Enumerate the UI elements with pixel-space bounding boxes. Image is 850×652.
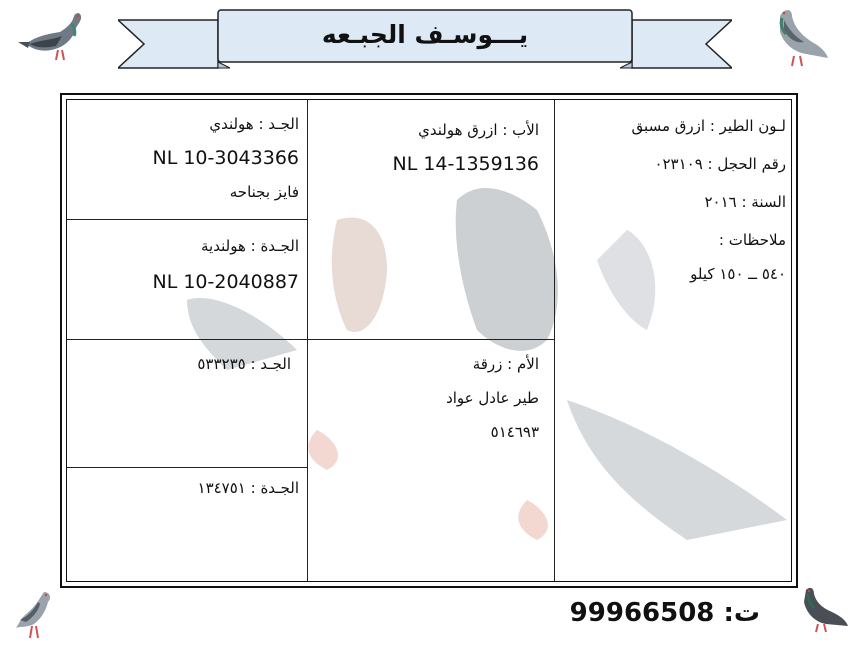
bird-year: السنة : ٢٠١٦ (704, 193, 786, 211)
pigeon-icon (766, 4, 830, 70)
sire-grandfather-note: فايز بجناحه (229, 183, 299, 201)
dam-grandmother-label: الجـدة : ١٣٤٧٥١ (197, 479, 299, 497)
phone-number: 99966508 (569, 598, 715, 628)
phone-label: ت: (723, 598, 760, 628)
sire-grandmother-label: الجـدة : هولندية (201, 237, 299, 255)
pigeon-icon (14, 588, 56, 642)
notes-label: ملاحظات : (718, 231, 786, 249)
sire-grandmother-ring: NL 10-2040887 (152, 271, 299, 293)
dam-grandfather-cell (67, 354, 291, 374)
bird-details-cell (554, 116, 786, 284)
sire-cell (307, 120, 539, 176)
phone-contact (570, 598, 760, 628)
bird-ring: رقم الحجل : ٠٢٣١٠٩ (654, 155, 786, 173)
sire-grandfather-ring: NL 10-3043366 (152, 147, 299, 169)
bird-color: لـون الطير : ازرق مسبق (631, 117, 786, 135)
dam-owner: طير عادل عواد (446, 389, 539, 407)
page-title: يـــوسـف الجبـعه (321, 20, 529, 49)
dam-cell (307, 354, 539, 442)
sire-grandfather-label: الجـد : هولندي (209, 115, 299, 133)
dam-grandmother-cell (67, 478, 299, 498)
dam-grandfather-label: الجـد : ٥٣٣٢٣٥ (197, 355, 291, 373)
pigeon-icon (796, 584, 848, 634)
pigeon-icon (18, 6, 84, 66)
sire-grandmother-cell (67, 236, 299, 294)
dam-ring: ٥١٤٦٩٣ (490, 423, 539, 441)
sire-grandfather-cell (67, 114, 299, 202)
sire-label: الأب : ازرق هولندي (418, 121, 539, 139)
pedigree-table (60, 93, 798, 588)
dam-label: الأم : زرقة (472, 355, 539, 373)
sire-ring: NL 14-1359136 (392, 153, 539, 175)
title-banner (118, 8, 732, 72)
notes-value: ٥٤٠ ــ ١٥٠ كيلو (690, 265, 786, 283)
